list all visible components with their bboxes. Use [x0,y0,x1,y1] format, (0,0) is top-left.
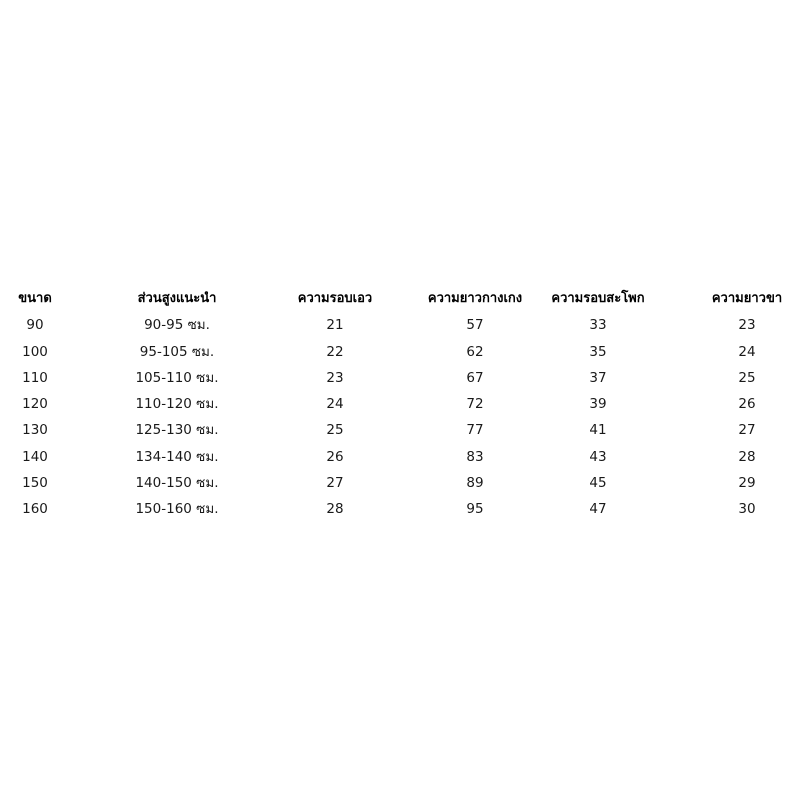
cell-leg-length: 23 [738,317,756,334]
cell-pants-length: 62 [466,343,484,360]
header-leg-length: ความยาวขา [711,291,783,306]
cell-hip: 35 [589,343,607,360]
table-row [0,470,800,496]
cell-leg-length: 27 [738,422,756,439]
table-header-row [0,286,800,312]
cell-size: 120 [22,396,48,413]
cell-recommended-height: 140-150 ซม. [135,475,219,492]
cell-waist: 23 [326,369,344,386]
cell-recommended-height: 110-120 ซม. [135,396,219,413]
table-row [0,312,800,338]
cell-leg-length: 26 [738,396,756,413]
cell-pants-length: 57 [466,317,484,334]
cell-leg-length: 28 [738,448,756,465]
header-waist: ความรอบเอว [297,291,373,306]
cell-hip: 41 [589,422,607,439]
cell-hip: 33 [589,317,607,334]
cell-leg-length: 24 [738,343,756,360]
cell-pants-length: 72 [466,396,484,413]
cell-hip: 45 [589,475,607,492]
table-row [0,496,800,522]
cell-waist: 22 [326,343,344,360]
cell-waist: 21 [326,317,344,334]
cell-recommended-height: 95-105 ซม. [139,343,215,360]
cell-recommended-height: 150-160 ซม. [135,501,219,518]
cell-size: 160 [22,501,48,518]
cell-waist: 27 [326,475,344,492]
cell-recommended-height: 105-110 ซม. [135,369,219,386]
table-row [0,391,800,417]
cell-size: 110 [22,369,48,386]
table-row [0,417,800,443]
cell-recommended-height: 90-95 ซม. [144,317,210,334]
cell-pants-length: 77 [466,422,484,439]
header-size: ขนาด [18,291,52,306]
cell-leg-length: 30 [738,501,756,518]
cell-hip: 43 [589,448,607,465]
cell-waist: 26 [326,448,344,465]
cell-pants-length: 89 [466,475,484,492]
cell-leg-length: 25 [738,369,756,386]
size-chart-table [0,286,800,523]
cell-recommended-height: 134-140 ซม. [135,448,219,465]
cell-hip: 37 [589,369,607,386]
table-row [0,339,800,365]
cell-size: 150 [22,475,48,492]
cell-leg-length: 29 [738,475,756,492]
cell-waist: 24 [326,396,344,413]
cell-hip: 47 [589,501,607,518]
cell-pants-length: 83 [466,448,484,465]
cell-size: 140 [22,448,48,465]
header-pants-length: ความยาวกางเกง [427,291,523,306]
cell-pants-length: 95 [466,501,484,518]
cell-waist: 25 [326,422,344,439]
cell-hip: 39 [589,396,607,413]
header-recommended-height: ส่วนสูงแนะนำ [137,291,217,306]
cell-size: 90 [26,317,44,334]
cell-recommended-height: 125-130 ซม. [135,422,219,439]
table-row [0,365,800,391]
cell-size: 100 [22,343,48,360]
cell-size: 130 [22,422,48,439]
cell-pants-length: 67 [466,369,484,386]
cell-waist: 28 [326,501,344,518]
table-row [0,444,800,470]
header-hip: ความรอบสะโพก [551,291,645,306]
